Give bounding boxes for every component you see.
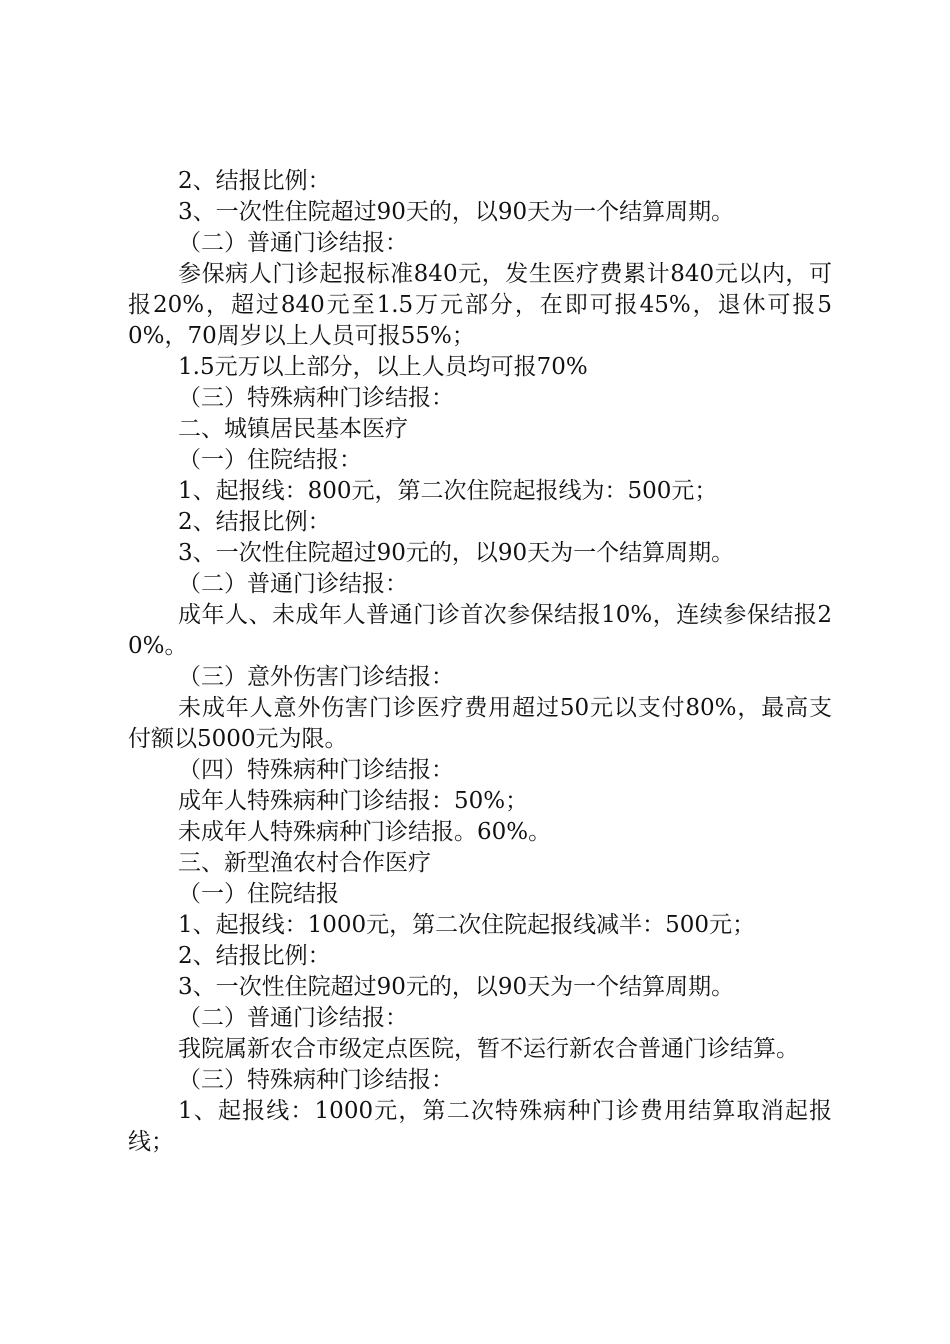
paragraph: 1、起报线：1000元，第二次住院起报线减半：500元； [178,912,756,938]
paragraph: 2、结报比例： [178,509,331,535]
section-heading: （二）普通门诊结报： [178,230,408,256]
section-heading: （四）特殊病种门诊结报： [178,757,454,783]
paragraph: 2、结报比例： [178,943,331,969]
section-heading: （二）普通门诊结报： [178,1005,408,1031]
paragraph: 2、结报比例： [178,168,331,194]
paragraph: 成年人特殊病种门诊结报：50%； [178,788,529,814]
section-heading: （一）住院结报 [178,881,339,907]
paragraph: 未成年人意外伤害门诊医疗费用超过50元以支付80%，最高支付额以5000元为限。 [128,695,832,752]
paragraph: 我院属新农合市级定点医院，暂不运行新农合普通门诊结算。 [178,1036,799,1062]
paragraph: 3、一次性住院超过90天的，以90天为一个结算周期。 [178,199,735,225]
section-heading: （一）住院结报： [178,447,362,473]
chapter-heading: 三、新型渔农村合作医疗 [178,850,431,876]
section-heading: （二）普通门诊结报： [178,571,408,597]
paragraph: 3、一次性住院超过90元的，以90天为一个结算周期。 [178,540,735,566]
paragraph: 1.5元万以上部分，以上人员均可报70% [178,354,588,380]
paragraph: 成年人、未成年人普通门诊首次参保结报10%，连续参保结报20%。 [128,602,832,659]
paragraph: 1、起报线：800元，第二次住院起报线为：500元； [178,478,718,504]
paragraph: 参保病人门诊起报标准840元，发生医疗费累计840元以内，可报20%，超过840元至1.5万元部分，在即可报45%，退休可报50%，70周岁以上人员可报55%； [128,261,832,349]
section-heading: （三）特殊病种门诊结报： [178,385,454,411]
document-body [128,166,832,1158]
paragraph: 未成年人特殊病种门诊结报。60%。 [178,819,552,845]
paragraph: 1、起报线：1000元，第二次特殊病种门诊费用结算取消起报线； [128,1098,832,1155]
chapter-heading: 二、城镇居民基本医疗 [178,416,408,442]
section-heading: （三）特殊病种门诊结报： [178,1067,454,1093]
paragraph: 3、一次性住院超过90元的，以90天为一个结算周期。 [178,974,735,1000]
section-heading: （三）意外伤害门诊结报： [178,664,454,690]
